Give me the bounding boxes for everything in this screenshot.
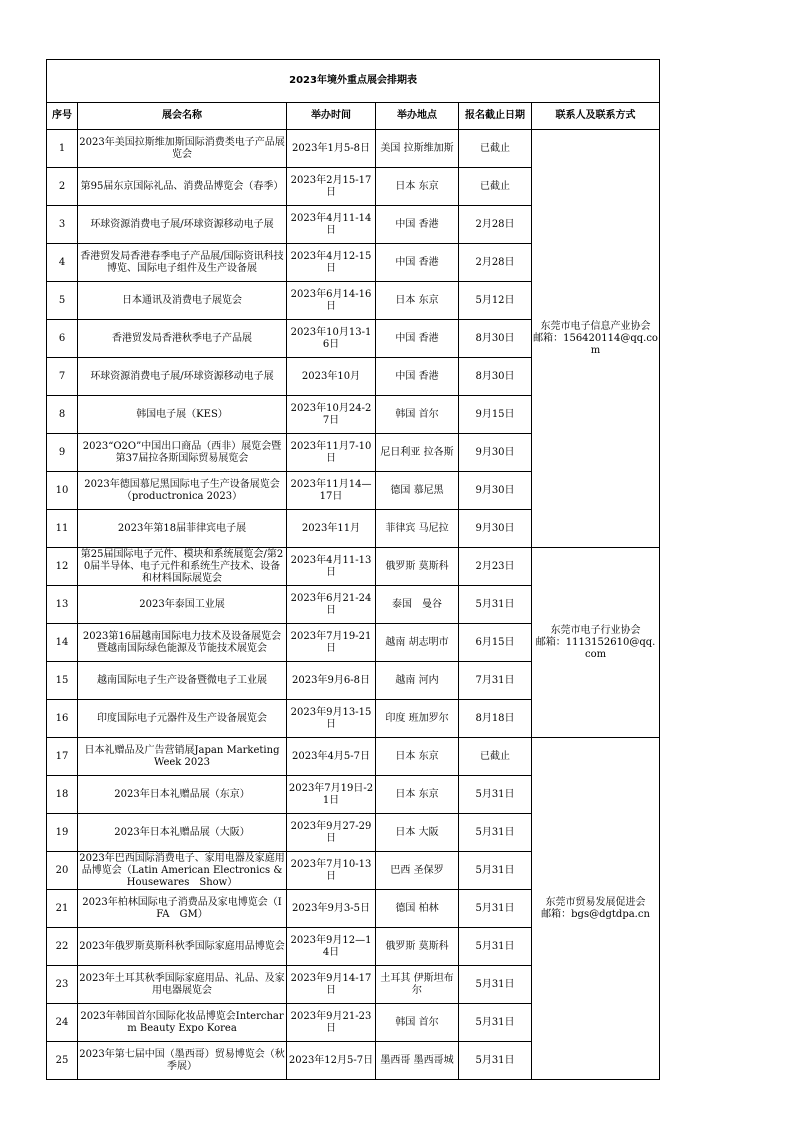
cell-no: 20 — [47, 852, 78, 890]
cell-place: 墨西哥 墨西哥城 — [376, 1042, 459, 1080]
cell-deadline: 5月12日 — [459, 282, 532, 320]
cell-time: 2023年4月11-13日 — [287, 548, 376, 586]
cell-time: 2023年11月7-10日 — [287, 434, 376, 472]
cell-no: 21 — [47, 890, 78, 928]
cell-no: 13 — [47, 586, 78, 624]
cell-name: 香港贸发局香港春季电子产品展/国际资讯科技博览、国际电子组件及生产设备展 — [78, 244, 287, 282]
cell-time: 2023年10月24-27日 — [287, 396, 376, 434]
cell-deadline: 6月15日 — [459, 624, 532, 662]
cell-name: 第25届国际电子元件、模块和系统展览会/第20届半导体、电子元件和系统生产技术、设备和材料国际展览会 — [78, 548, 287, 586]
contact-org: 东莞市电子行业协会 — [550, 624, 641, 636]
cell-time: 2023年4月12-15日 — [287, 244, 376, 282]
cell-name: 2023年第七届中国（墨西哥）贸易博览会（秋季展） — [78, 1042, 287, 1080]
cell-name: 越南国际电子生产设备暨微电子工业展 — [78, 662, 287, 700]
cell-deadline: 8月30日 — [459, 358, 532, 396]
cell-time: 2023年11月14—17日 — [287, 472, 376, 510]
cell-time: 2023年2月15-17日 — [287, 168, 376, 206]
cell-deadline: 5月31日 — [459, 928, 532, 966]
cell-place: 中国 香港 — [376, 320, 459, 358]
cell-time: 2023年9月13-15日 — [287, 700, 376, 738]
cell-deadline: 9月30日 — [459, 510, 532, 548]
cell-name: 日本礼赠品及广告营销展Japan Marketing Week 2023 — [78, 738, 287, 776]
header-no: 序号 — [47, 103, 78, 130]
cell-deadline: 8月18日 — [459, 700, 532, 738]
cell-place: 越南 河内 — [376, 662, 459, 700]
cell-name: 2023年日本礼赠品展（东京） — [78, 776, 287, 814]
cell-no: 3 — [47, 206, 78, 244]
cell-name: 2023年巴西国际消费电子、家用电器及家庭用品博览会（Latin American Electronics & Housewares Show） — [79, 852, 285, 888]
cell-no: 2 — [47, 168, 78, 206]
header-contact: 联系人及联系方式 — [532, 103, 660, 130]
cell-name: 2023年美国拉斯维加斯国际消费类电子产品展览会 — [78, 130, 287, 168]
cell-time: 2023年6月21-24日 — [287, 586, 376, 624]
cell-name: 2023年土耳其秋季国际家庭用品、礼品、及家用电器展览会 — [78, 966, 287, 1004]
table-row — [47, 130, 660, 168]
cell-place: 日本 东京 — [376, 738, 459, 776]
cell-deadline: 5月31日 — [459, 890, 532, 928]
cell-deadline: 5月31日 — [459, 776, 532, 814]
cell-no: 19 — [47, 814, 78, 852]
cell-no: 18 — [47, 776, 78, 814]
cell-name: 2023第16届越南国际电力技术及设备展览会暨越南国际绿色能源及节能技术展览会 — [78, 624, 287, 662]
cell-deadline: 5月31日 — [459, 966, 532, 1004]
cell-place: 越南 胡志明市 — [376, 624, 459, 662]
cell-place: 德国 慕尼黑 — [376, 472, 459, 510]
contact-cell — [532, 130, 660, 548]
cell-deadline: 7月31日 — [459, 662, 532, 700]
cell-place: 尼日利亚 拉各斯 — [376, 434, 459, 472]
cell-place: 日本 东京 — [376, 776, 459, 814]
cell-place: 韩国 首尔 — [376, 1004, 459, 1042]
cell-time: 2023年9月6-8日 — [287, 662, 376, 700]
cell-name: 环球资源消费电子展/环球资源移动电子展 — [78, 206, 287, 244]
contact-email: 邮箱：156420114@qq.com — [533, 332, 658, 356]
contact-cell — [532, 548, 660, 738]
header-row — [47, 103, 660, 130]
cell-deadline: 8月30日 — [459, 320, 532, 358]
cell-time: 2023年7月19日-21日 — [287, 776, 376, 814]
cell-place: 韩国 首尔 — [376, 396, 459, 434]
contact-cell — [532, 738, 660, 1080]
cell-time: 2023年11月 — [287, 510, 376, 548]
contact-org: 东莞市贸易发展促进会 — [545, 896, 646, 908]
title-row — [47, 60, 660, 103]
cell-no: 25 — [47, 1042, 78, 1080]
cell-time: 2023年4月5-7日 — [287, 738, 376, 776]
table-body — [47, 130, 660, 1080]
cell-time: 2023年4月11-14日 — [287, 206, 376, 244]
cell-place: 巴西 圣保罗 — [376, 852, 459, 890]
cell-no: 12 — [47, 548, 78, 586]
cell-place: 土耳其 伊斯坦布尔 — [376, 966, 459, 1004]
cell-no: 17 — [47, 738, 78, 776]
cell-place: 印度 班加罗尔 — [376, 700, 459, 738]
cell-deadline: 2月28日 — [459, 244, 532, 282]
contact-email: 邮箱：1113152610@qq.com — [535, 636, 656, 660]
cell-name: 2023年泰国工业展 — [78, 586, 287, 624]
cell-deadline: 2月28日 — [459, 206, 532, 244]
cell-name: 韩国电子展（KES） — [78, 396, 287, 434]
cell-deadline: 5月31日 — [459, 814, 532, 852]
cell-place: 俄罗斯 莫斯科 — [376, 928, 459, 966]
cell-time: 2023年9月3-5日 — [287, 890, 376, 928]
header-time: 举办时间 — [287, 103, 376, 130]
cell-time: 2023年10月 — [287, 358, 376, 396]
cell-name: 2023年俄罗斯莫斯科秋季国际家庭用品博览会 — [78, 928, 287, 966]
cell-name: 环球资源消费电子展/环球资源移动电子展 — [78, 358, 287, 396]
cell-time: 2023年9月27-29日 — [287, 814, 376, 852]
cell-time: 2023年9月21-23日 — [287, 1004, 376, 1042]
cell-time: 2023年12月5-7日 — [287, 1042, 376, 1080]
cell-place: 中国 香港 — [376, 244, 459, 282]
cell-no: 16 — [47, 700, 78, 738]
header-name: 展会名称 — [78, 103, 287, 130]
cell-place: 日本 大阪 — [376, 814, 459, 852]
cell-time: 2023年9月14-17日 — [287, 966, 376, 1004]
cell-name: 2023年韩国首尔国际化妆品博览会Intercharm Beauty Expo Korea — [78, 1004, 287, 1042]
header-place: 举办地点 — [376, 103, 459, 130]
cell-name: 香港贸发局香港秋季电子产品展 — [78, 320, 287, 358]
cell-time: 2023年10月13-16日 — [287, 320, 376, 358]
cell-no: 23 — [47, 966, 78, 1004]
cell-no: 1 — [47, 130, 78, 168]
cell-deadline: 5月31日 — [459, 586, 532, 624]
cell-place: 日本 东京 — [376, 282, 459, 320]
cell-place: 菲律宾 马尼拉 — [376, 510, 459, 548]
cell-deadline: 9月30日 — [459, 472, 532, 510]
cell-time: 2023年1月5-8日 — [287, 130, 376, 168]
cell-deadline: 已截止 — [459, 738, 532, 776]
cell-no: 10 — [47, 472, 78, 510]
cell-place: 日本 东京 — [376, 168, 459, 206]
cell-name: 2023年柏林国际电子消费品及家电博览会（IFA GM） — [78, 890, 287, 928]
contact-email: 邮箱：bgs@dgtdpa.cn — [541, 908, 650, 920]
cell-deadline: 已截止 — [459, 168, 532, 206]
exhibition-schedule-table — [46, 59, 660, 1080]
cell-no: 5 — [47, 282, 78, 320]
table-row — [47, 548, 660, 586]
cell-no: 22 — [47, 928, 78, 966]
cell-deadline: 5月31日 — [459, 852, 532, 890]
cell-no: 8 — [47, 396, 78, 434]
cell-name: 2023“O2O”中国出口商品（西非）展览会暨第37届拉各斯国际贸易展览会 — [78, 434, 287, 472]
cell-deadline: 9月15日 — [459, 396, 532, 434]
cell-no: 24 — [47, 1004, 78, 1042]
cell-place: 德国 柏林 — [376, 890, 459, 928]
cell-place: 俄罗斯 莫斯科 — [376, 548, 459, 586]
cell-time: 2023年7月19-21日 — [287, 624, 376, 662]
cell-deadline: 5月31日 — [459, 1004, 532, 1042]
cell-name: 2023年德国慕尼黑国际电子生产设备展览会（productronica 2023） — [78, 472, 287, 510]
cell-time: 2023年9月12—14日 — [287, 928, 376, 966]
cell-no: 11 — [47, 510, 78, 548]
cell-no: 7 — [47, 358, 78, 396]
cell-place: 泰国 曼谷 — [376, 586, 459, 624]
cell-deadline: 5月31日 — [459, 1042, 532, 1080]
table-row — [47, 738, 660, 776]
cell-name: 印度国际电子元器件及生产设备展览会 — [78, 700, 287, 738]
cell-name: 2023年第18届菲律宾电子展 — [78, 510, 287, 548]
cell-time: 2023年7月10-13日 — [287, 852, 376, 890]
cell-name: 2023年日本礼赠品展（大阪） — [78, 814, 287, 852]
cell-no: 4 — [47, 244, 78, 282]
header-deadline: 报名截止日期 — [459, 103, 532, 130]
cell-no: 6 — [47, 320, 78, 358]
cell-place: 中国 香港 — [376, 206, 459, 244]
cell-deadline: 2月23日 — [459, 548, 532, 586]
cell-time: 2023年6月14-16日 — [287, 282, 376, 320]
contact-org: 东莞市电子信息产业协会 — [540, 320, 651, 332]
cell-deadline: 9月30日 — [459, 434, 532, 472]
cell-no: 9 — [47, 434, 78, 472]
cell-no: 14 — [47, 624, 78, 662]
cell-place: 中国 香港 — [376, 358, 459, 396]
cell-name: 日本通讯及消费电子展览会 — [78, 282, 287, 320]
table-title: 2023年境外重点展会排期表 — [47, 60, 660, 103]
cell-deadline: 已截止 — [459, 130, 532, 168]
cell-name: 第95届东京国际礼品、消费品博览会（春季） — [78, 168, 287, 206]
cell-place: 美国 拉斯维加斯 — [376, 130, 459, 168]
cell-no: 15 — [47, 662, 78, 700]
